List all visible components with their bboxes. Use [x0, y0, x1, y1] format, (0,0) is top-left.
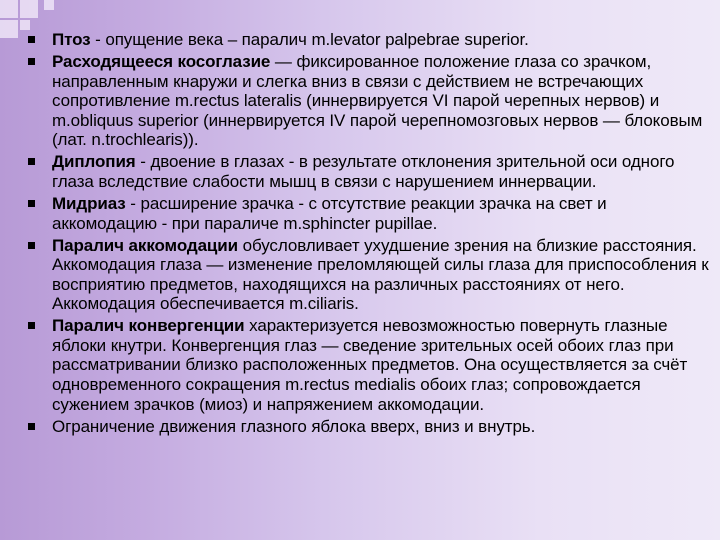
- bullet-term: Расходящееся косоглазие: [52, 51, 271, 71]
- decor-square: [20, 0, 38, 18]
- square-bullet-icon: [28, 36, 35, 43]
- decor-square: [0, 0, 18, 18]
- bullet-term: Птоз: [52, 30, 91, 49]
- bullet-list: [30, 30, 716, 439]
- square-bullet-icon: [28, 242, 35, 249]
- list-item: [30, 30, 716, 50]
- bullet-term: Паралич конвергенции: [52, 316, 245, 336]
- list-item: [30, 236, 716, 314]
- bullet-text: характеризуется невозможностью повернуть глазные яблоки кнутри. Конвергенция глаз — сведение зрительных осей обоих глаз при рассматривании близко расположенных предметов. Она осуществляется за счёт одновременного сокращения m.rectus medialis обоих глаз; сопровождается сужением зрачков (миоз) и напряжением аккомодации.: [52, 316, 688, 414]
- list-item: [30, 194, 716, 233]
- list-item: [30, 152, 716, 191]
- bullet-text: обусловливает ухудшение зрения на близкие расстояния. Аккомодация глаза — изменение преломляющей силы глаза для приспособления к восприятию предметов, находящихся на различных расстояниях от него. Аккомодация обеспечивается m.ciliaris.: [52, 235, 709, 314]
- bullet-text: Ограничение движения глазного яблока вверх, вниз и внутрь.: [52, 416, 536, 436]
- decor-square: [20, 20, 30, 30]
- bullet-text: — фиксированное положение глаза со зрачком, направленным кнаружи и слегка вниз в связи с действием не встречающих сопротивление m.rectus lateralis (иннервируется VI парой черепных нервов) и m.obliquus superior (иннервируется IV парой черепномозговых нервов — блоковым (лат. n.trochlearis)).: [52, 51, 703, 150]
- decor-square: [44, 0, 54, 10]
- bullet-term: Мидриаз: [52, 193, 126, 213]
- square-bullet-icon: [28, 423, 35, 430]
- bullet-text: - двоение в глазах - в результате отклонения зрительной оси одного глаза вследствие слабости мышц в связи с нарушением иннервации.: [52, 152, 675, 191]
- bullet-term: Паралич аккомодации: [52, 235, 238, 255]
- square-bullet-icon: [28, 58, 35, 65]
- bullet-text: - опущение века – паралич m.levator palpebrae superior.: [90, 30, 529, 49]
- list-item: [30, 316, 716, 414]
- list-item: [30, 52, 716, 150]
- square-bullet-icon: [28, 158, 35, 165]
- bullet-text: - расширение зрачка - с отсутствие реакции зрачка на свет и аккомодацию - при параличе m.sphincter pupillae.: [52, 193, 607, 233]
- list-item: [30, 417, 716, 437]
- square-bullet-icon: [28, 322, 35, 329]
- decor-square: [0, 20, 18, 38]
- square-bullet-icon: [28, 200, 35, 207]
- bullet-term: Диплопия: [52, 152, 136, 172]
